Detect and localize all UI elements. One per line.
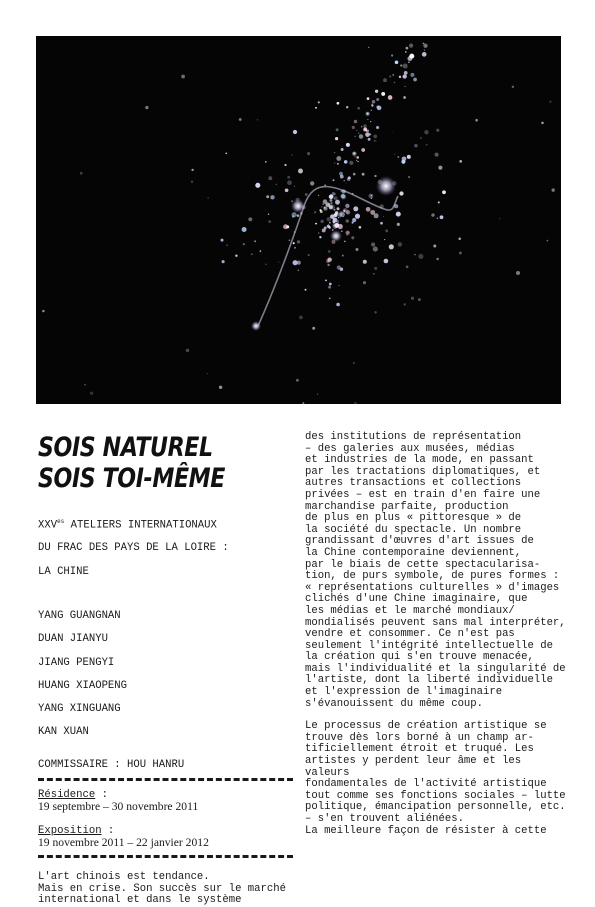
body-paragraph-1: des institutions de représentation – des galeries aux musées, médias et industries de la mode, en passant par les tractations diplomatiques, et autres transactions et collections privées – est en train d'en faire une marchandise parfaite, production de plus en plus « pittoresque » de la société du spectacle. Un nombre grandissant d'œuvres d'art issues de la Chine contemporaine deviennent, par le biais de cette spectacularisa- tion, de purs symbole, de pures formes : « représentations culturelles » d'images clichés d'une Chine imaginaire, que les médias et le marché mondiaux/ mondialisés peuvent sans mal interpréter, vendre et consommer. Ce n'est pas seulement l'intégrité intellectuelle de la création qui s'en trouve menacée, mais l'individualité et la singularité de l'artiste, dont la liberté individuelle et l'expression de l'imaginaire s'évanouissent du même coup.	[305, 431, 566, 710]
exposition-colon: :	[101, 825, 115, 837]
exposition-label: Exposition	[38, 825, 102, 837]
intro-paragraph: L'art chinois est tendance. Mais en crise. Son succès sur le marché international et dans le système	[38, 871, 286, 907]
residence-dates: 19 septembre – 30 novembre 2011	[38, 800, 199, 813]
subtitle	[38, 504, 288, 590]
artist-list	[38, 600, 288, 751]
artist-name: JIANG PENGYI	[38, 656, 115, 669]
curator: COMMISSAIRE : HOU HANRU	[38, 759, 185, 772]
artist-name: HUANG XIAOPENG	[38, 679, 128, 692]
residence-label: Résidence	[38, 789, 96, 801]
dashed-divider	[38, 778, 293, 781]
left-column	[38, 432, 288, 907]
dashed-divider	[38, 855, 293, 858]
subtitle-sup: es	[57, 517, 65, 525]
title-line-2: SOIS TOI-MÊME	[38, 463, 225, 494]
subtitle-line-1: ATELIERS INTERNATIONAUX	[64, 519, 217, 532]
starfield-photo	[36, 36, 561, 404]
page-title	[38, 432, 243, 494]
exposition-dates: 19 novembre 2011 – 22 janvier 2012	[38, 836, 209, 849]
title-line-1: SOIS NATUREL	[38, 432, 213, 463]
right-column	[305, 432, 567, 837]
starfield-photo-icon	[36, 36, 561, 404]
residence-colon: :	[95, 789, 108, 801]
subtitle-roman: XXV	[38, 519, 58, 532]
artist-name: KAN XUAN	[38, 726, 89, 739]
artist-name: DUAN JIANYU	[38, 633, 108, 646]
subtitle-line-3: LA CHINE	[38, 565, 89, 578]
residence-block	[38, 789, 288, 813]
subtitle-line-2: DU FRAC DES PAYS DE LA LOIRE :	[38, 542, 229, 555]
body-paragraph-2: Le processus de création artistique se trouve dès lors borné à un champ ar- tificiellement étroit et truqué. Les artistes y perdent leur âme et les valeurs fondamentales de l'activité artistique tout comme ses fonctions sociales – lutte politique, émancipation personnelle, etc. – s'en trouvent aliénées. La meilleure façon de résister à cette	[305, 720, 566, 837]
artist-name: YANG XINGUANG	[38, 703, 121, 716]
artist-name: YANG GUANGNAN	[38, 610, 121, 623]
exposition-block	[38, 825, 288, 849]
